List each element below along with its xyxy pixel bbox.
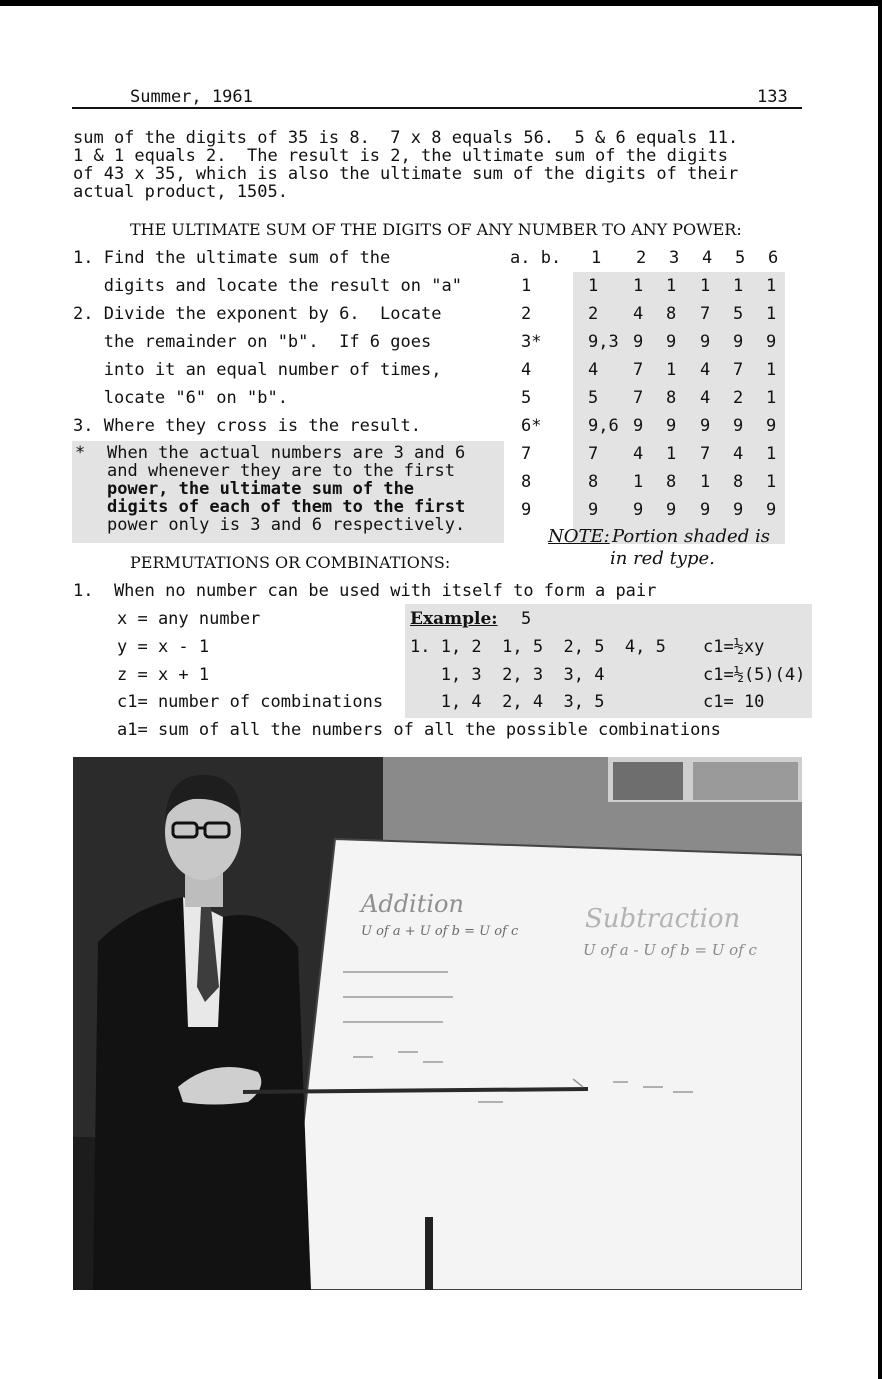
table-cell: 4 bbox=[633, 304, 644, 324]
example-label: Example: bbox=[410, 609, 498, 629]
example-row: 1, 3 2, 3 3, 4 bbox=[410, 665, 605, 685]
table-cell: 1 bbox=[766, 472, 777, 492]
table-row-label: 4 bbox=[521, 360, 532, 380]
table-row-label: 9 bbox=[521, 500, 532, 520]
table-cell: 9 bbox=[700, 416, 711, 436]
table-cell: 1 bbox=[666, 360, 677, 380]
table-cell: 4 bbox=[588, 360, 599, 380]
table-cell: 1 bbox=[700, 276, 711, 296]
step-line: into it an equal number of times, bbox=[73, 360, 442, 380]
board-left-formula: U of a + U of b = U of c bbox=[361, 924, 519, 939]
example-value: 5 bbox=[521, 609, 532, 629]
table-cell: 9 bbox=[733, 500, 744, 520]
board-right-formula: U of a - U of b = U of c bbox=[583, 941, 757, 959]
table-cell: 5 bbox=[733, 304, 744, 324]
step-line: locate "6" on "b". bbox=[73, 388, 288, 408]
table-cell: 2 bbox=[588, 304, 599, 324]
table-cell: 1 bbox=[588, 276, 599, 296]
board-left-title: Addition bbox=[361, 890, 464, 918]
power-heading: THE ULTIMATE SUM OF THE DIGITS OF ANY NUMBER TO ANY POWER: bbox=[130, 220, 742, 239]
permutations-item: 1. When no number can be used with itself to form a pair bbox=[73, 581, 657, 601]
table-cell: 9,6 bbox=[588, 416, 619, 436]
footnote-line: power, the ultimate sum of the bbox=[107, 479, 415, 499]
table-shaded-region bbox=[573, 272, 785, 547]
table-row-label: 1 bbox=[521, 276, 532, 296]
table-cell: 1 bbox=[733, 276, 744, 296]
example-row: 1, 4 2, 4 3, 5 bbox=[410, 692, 605, 712]
table-cell: 9 bbox=[666, 416, 677, 436]
table-cell: 1 bbox=[766, 304, 777, 324]
table-row-label: 8 bbox=[521, 472, 532, 492]
note-label: NOTE: bbox=[548, 526, 610, 547]
step-line: digits and locate the result on "a" bbox=[73, 276, 462, 296]
table-row-label: 5 bbox=[521, 388, 532, 408]
table-cell: 7 bbox=[700, 304, 711, 324]
table-cell: 9 bbox=[666, 332, 677, 352]
table-cell: 9 bbox=[633, 332, 644, 352]
table-cell: 9 bbox=[766, 416, 777, 436]
table-row-label: 7 bbox=[521, 444, 532, 464]
formula: c1=½xy bbox=[703, 637, 765, 657]
table-cell: 7 bbox=[588, 444, 599, 464]
table-cell: 9 bbox=[733, 332, 744, 352]
table-cell: 5 bbox=[588, 388, 599, 408]
table-cell: 4 bbox=[700, 360, 711, 380]
table-cell: 8 bbox=[666, 304, 677, 324]
permutations-heading: PERMUTATIONS OR COMBINATIONS: bbox=[130, 553, 451, 572]
page-top-edge bbox=[0, 0, 882, 6]
table-cell: 4 bbox=[733, 444, 744, 464]
table-cell: 7 bbox=[733, 360, 744, 380]
step-line: 1. Find the ultimate sum of the bbox=[73, 248, 391, 268]
table-cell: 1 bbox=[666, 276, 677, 296]
teacher-photo bbox=[73, 757, 802, 1290]
table-cell: 4 bbox=[633, 444, 644, 464]
table-column-header: 5 bbox=[735, 248, 746, 268]
table-cell: 1 bbox=[766, 444, 777, 464]
table-column-header: 2 bbox=[636, 248, 647, 268]
table-cell: 9 bbox=[633, 416, 644, 436]
table-cell: 1 bbox=[766, 276, 777, 296]
table-column-header: 3 bbox=[669, 248, 680, 268]
table-cell: 1 bbox=[666, 444, 677, 464]
table-cell: 8 bbox=[666, 472, 677, 492]
table-cell: 1 bbox=[766, 388, 777, 408]
table-cell: 1 bbox=[633, 472, 644, 492]
footnote-line: When the actual numbers are 3 and 6 bbox=[107, 443, 466, 463]
table-column-header: 4 bbox=[702, 248, 713, 268]
example-row: 1. 1, 2 1, 5 2, 5 4, 5 bbox=[410, 637, 666, 657]
footnote-line: digits of each of them to the first bbox=[107, 497, 466, 517]
definition-line: c1= number of combinations bbox=[117, 692, 384, 712]
footnote-line: and whenever they are to the first bbox=[107, 461, 455, 481]
table-cell: 8 bbox=[733, 472, 744, 492]
running-header: Summer, 1961 bbox=[130, 87, 253, 107]
table-cell: 8 bbox=[666, 388, 677, 408]
table-header-ab: a. b. bbox=[510, 248, 562, 268]
table-row-label: 2 bbox=[521, 304, 532, 324]
table-cell: 9 bbox=[700, 332, 711, 352]
table-cell: 9 bbox=[633, 500, 644, 520]
table-cell: 1 bbox=[766, 360, 777, 380]
board-right-title: Subtraction bbox=[585, 904, 741, 934]
step-line: 3. Where they cross is the result. bbox=[73, 416, 421, 436]
intro-line: actual product, 1505. bbox=[73, 182, 288, 202]
intro-line: 1 & 1 equals 2. The result is 2, the ultimate sum of the digits bbox=[73, 146, 729, 166]
table-cell: 7 bbox=[633, 388, 644, 408]
table-cell: 9 bbox=[766, 332, 777, 352]
page-right-edge bbox=[878, 0, 882, 1379]
table-cell: 1 bbox=[700, 472, 711, 492]
definition-line: y = x - 1 bbox=[117, 637, 210, 657]
table-cell: 9 bbox=[700, 500, 711, 520]
table-cell: 7 bbox=[700, 444, 711, 464]
table-cell: 7 bbox=[633, 360, 644, 380]
table-cell: 9 bbox=[766, 500, 777, 520]
table-cell: 9,3 bbox=[588, 332, 619, 352]
table-row-label: 6* bbox=[521, 416, 542, 436]
note-line: Portion shaded is bbox=[612, 526, 770, 547]
page-number: 133 bbox=[757, 87, 788, 107]
table-column-header: 1 bbox=[591, 248, 602, 268]
table-cell: 9 bbox=[733, 416, 744, 436]
note-line: in red type. bbox=[610, 548, 715, 569]
intro-line: of 43 x 35, which is also the ultimate sum of the digits of their bbox=[73, 164, 739, 184]
formula: c1=½(5)(4) bbox=[703, 665, 806, 685]
definition-line: z = x + 1 bbox=[117, 665, 210, 685]
table-cell: 2 bbox=[733, 388, 744, 408]
table-cell: 8 bbox=[588, 472, 599, 492]
definition-line: a1= sum of all the numbers of all the possible combinations bbox=[117, 720, 721, 740]
table-cell: 4 bbox=[700, 388, 711, 408]
footnote-marker: * bbox=[75, 443, 86, 463]
formula: c1= 10 bbox=[703, 692, 765, 712]
table-cell: 9 bbox=[666, 500, 677, 520]
intro-line: sum of the digits of 35 is 8. 7 x 8 equals 56. 5 & 6 equals 11. bbox=[73, 128, 739, 148]
step-line: the remainder on "b". If 6 goes bbox=[73, 332, 432, 352]
footnote-line: power only is 3 and 6 respectively. bbox=[107, 515, 466, 535]
table-cell: 1 bbox=[633, 276, 644, 296]
table-column-header: 6 bbox=[768, 248, 779, 268]
step-line: 2. Divide the exponent by 6. Locate bbox=[73, 304, 442, 324]
definition-line: x = any number bbox=[117, 609, 261, 629]
table-cell: 9 bbox=[588, 500, 599, 520]
table-row-label: 3* bbox=[521, 332, 542, 352]
header-rule bbox=[72, 107, 802, 109]
